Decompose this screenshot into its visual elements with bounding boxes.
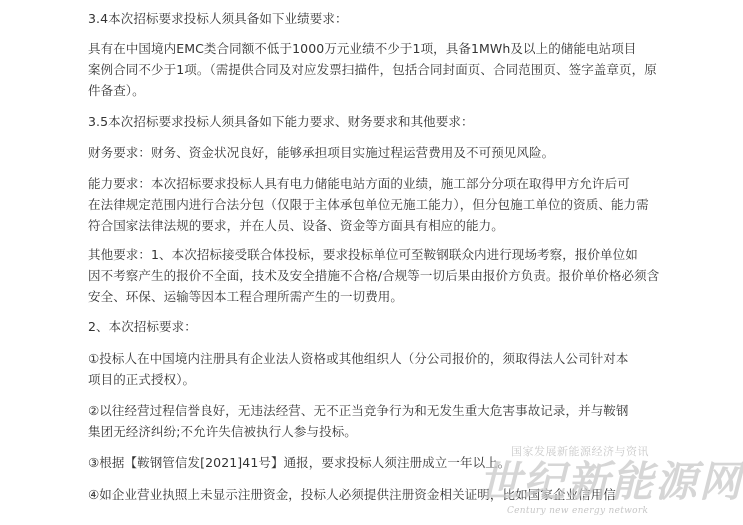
text-line: 集团无经济纠纷;不允许失信被执行人参与投标。 <box>88 424 357 439</box>
text-line: 项目的正式授权）。 <box>88 372 196 387</box>
paragraph-section-2-heading <box>88 316 608 337</box>
text-line: ④如企业营业执照上未显示注册资金，投标人必须提供注册资金相关证明，比如国家企业信用信 <box>88 487 616 502</box>
paragraph-item-2 <box>88 400 629 442</box>
text-line: ②以往经营过程信誉良好，无违法经营、无不正当竞争行为和无发生重大危害事故记录，并与鞍钢 <box>88 403 629 418</box>
text-line: ③根据【鞍钢管信发[2021]41号】通报，要求投标人须注册成立一年以上。 <box>88 455 511 470</box>
paragraph-3-5-heading <box>88 111 608 132</box>
watermark-english: Century new energy network <box>507 506 649 516</box>
text-line: 财务要求：财务、资金状况良好，能够承担项目实施过程运营费用及不可预见风险。 <box>88 145 555 160</box>
paragraph-capability-requirement <box>88 173 649 236</box>
text-line: 具有在中国境内EMC类合同额不低于1000万元业绩不少于1项，具备1MWh及以上的储能电站项目 <box>88 41 637 56</box>
paragraph-financial-requirement <box>88 142 608 163</box>
text-line: 2、本次招标要求： <box>88 319 197 334</box>
text-line: 件备查）。 <box>88 83 145 98</box>
paragraph-other-requirement <box>88 244 660 307</box>
text-line: 3.4本次招标要求投标人须具备如下业绩要求： <box>88 11 348 26</box>
text-line: 能力要求：本次招标要求投标人具有电力储能电站方面的业绩，施工部分分项在取得甲方允许后可 <box>88 176 630 191</box>
text-line: 安全、环保、运输等因本工程合理所需产生的一切费用。 <box>88 289 404 304</box>
watermark-logo-text: 世纪新能源网 <box>479 457 743 506</box>
paragraph-3-4-heading <box>88 8 608 29</box>
text-line: 案例合同不少于1项。（需提供合同及对应发票扫描件，包括合同封面页、合同范围页、签字盖章页，原 <box>88 62 657 77</box>
text-line: 其他要求：1、本次招标接受联合体投标，要求投标单位可至鞍钢联众内进行现场考察，报价单位如 <box>88 247 638 262</box>
text-line: 在法律规定范围内进行合法分包（仅限于主体承包单位无施工能力），但分包施工单位的资质、能力需 <box>88 197 649 212</box>
paragraph-item-1 <box>88 348 629 390</box>
text-line: 因不考察产生的报价不全面，技术及安全措施不合格/合规等一切后果由报价方负责。报价单价格必须含 <box>88 268 660 283</box>
text-line: 符合国家法律法规的要求，并在人员、设备、资金等方面具有相应的能力。 <box>88 218 504 233</box>
text-line: ①投标人在中国境内注册具有企业法人资格或其他组织人（分公司报价的，须取得法人公司针对本 <box>88 351 629 366</box>
text-line: 3.5本次招标要求投标人须具备如下能力要求、财务要求和其他要求： <box>88 114 474 129</box>
paragraph-performance-requirement <box>88 38 657 101</box>
watermark-tagline: 国家发展新能源经济与资讯 <box>511 445 649 458</box>
